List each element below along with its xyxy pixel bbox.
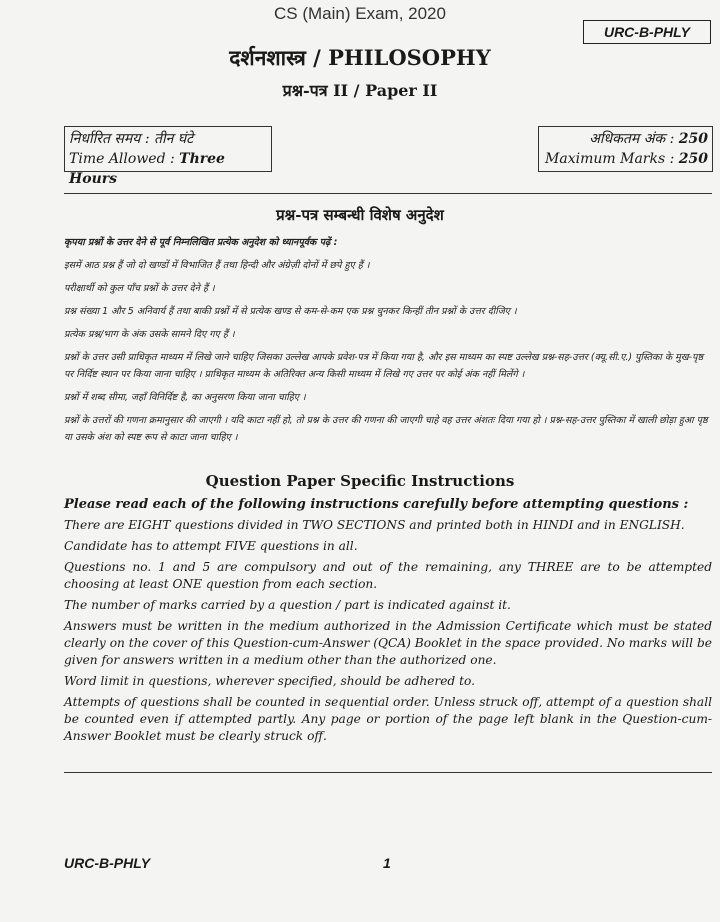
marks-english xyxy=(543,149,708,169)
hindi-instruction: इसमें आठ प्रश्न हैं जो दो खण्डों में विभाजित हैं तथा हिन्दी और अंग्रेज़ी दोनों में छपे हुए हैं । xyxy=(64,260,370,271)
paper-title: प्रश्न-पत्र II / Paper II xyxy=(282,81,438,100)
marks-hindi-label: अधिकतम अंक : xyxy=(589,131,675,147)
english-instruction: The number of marks carried by a question / part is indicated against it. xyxy=(64,598,511,612)
page-number: 1 xyxy=(383,855,391,871)
hindi-instruction: परीक्षार्थी को कुल पाँच प्रश्नों के उत्तर देने हैं । xyxy=(64,283,215,294)
divider-bottom xyxy=(64,772,712,773)
time-hindi-value: तीन घंटे xyxy=(154,131,194,147)
hindi-instruction: प्रश्नों में शब्द सीमा, जहाँ विनिर्दिष्ट है, का अनुसरण किया जाना चाहिए । xyxy=(64,392,306,403)
hindi-lead: कृपया प्रश्नों के उत्तर देने से पूर्व निम्नलिखित प्रत्येक अनुदेश को ध्यानपूर्वक पढ़ें : xyxy=(64,237,338,248)
english-instruction: Answers must be written in the medium authorized in the Admission Certificate which must be stated clearly on the cover of this Question-cum-Answer (QCA) Booklet in the space provided. No marks will be given for answers written in a medium other than the authorized one. xyxy=(64,619,712,667)
english-instruction: There are EIGHT questions divided in TWO SECTIONS and printed both in HINDI and in ENGLISH. xyxy=(64,518,685,532)
time-english xyxy=(69,149,267,189)
hindi-instruction: प्रत्येक प्रश्न/भाग के अंक उसके सामने दिए गए हैं । xyxy=(64,329,235,340)
hindi-instruction: प्रश्न संख्या 1 और 5 अनिवार्य हैं तथा बाकी प्रश्नों में से प्रत्येक खण्ड से कम-से-कम एक प्रश्न चुनकर किन्हीं तीन प्रश्नों के उत्तर दीजिए । xyxy=(64,306,517,317)
subject-title: दर्शनशास्त्र / PHILOSOPHY xyxy=(229,45,491,70)
marks-english-label: Maximum Marks : xyxy=(545,151,675,167)
time-english-label: Time Allowed : xyxy=(69,151,175,167)
english-instruction: Questions no. 1 and 5 are compulsory and out of the remaining, any THREE are to be attempted choosing at least ONE question from each section. xyxy=(64,560,712,591)
english-instruction: Attempts of questions shall be counted in sequential order. Unless struck off, attempt of a question shall be counted even if attempted partly. Any page or portion of the page left blank in the Question-cum-Answer Booklet must be clearly struck off. xyxy=(64,695,712,743)
exam-title: CS (Main) Exam, 2020 xyxy=(274,4,446,23)
divider-top xyxy=(64,193,712,194)
english-instruction: Candidate has to attempt FIVE questions in all. xyxy=(64,539,358,553)
marks-hindi xyxy=(543,129,708,149)
time-allowed-box xyxy=(64,126,272,187)
hindi-instructions-heading: प्रश्न-पत्र सम्बन्धी विशेष अनुदेश xyxy=(276,206,444,224)
english-instruction: Word limit in questions, wherever specified, should be adhered to. xyxy=(64,674,475,688)
english-lead: Please read each of the following instructions carefully before attempting questions : xyxy=(64,497,689,512)
maximum-marks-box xyxy=(538,126,713,172)
paper-code-box: URC-B-PHLY xyxy=(583,20,711,44)
time-hindi xyxy=(69,129,267,149)
hindi-instruction: प्रश्नों के उत्तरों की गणना क्रमानुसार की जाएगी । यदि काटा नहीं हो, तो प्रश्न के उत्तर की गणना की जाएगी चाहे वह उत्तर अंशतः दिया गया हो । प्रश्न-सह-उत्तर पुस्तिका में खाली छोड़ा हुआ पृष्ठ या उसके अंश को स्पष्ट रूप से काटा जाना चाहिए । xyxy=(64,415,708,443)
time-english-value: Three Hours xyxy=(69,151,225,187)
hindi-instructions xyxy=(64,234,714,452)
english-instructions xyxy=(64,496,712,749)
english-instructions-heading: Question Paper Specific Instructions xyxy=(205,472,515,490)
time-hindi-label: निर्धारित समय : xyxy=(69,131,150,147)
marks-hindi-value: 250 xyxy=(678,131,708,147)
marks-english-value: 250 xyxy=(678,151,708,167)
footer-paper-code: URC-B-PHLY xyxy=(64,855,151,871)
hindi-instruction: प्रश्नों के उत्तर उसी प्राधिकृत माध्यम में लिखे जाने चाहिए जिसका उल्लेख आपके प्रवेश-पत्र में किया गया है, और इस माध्यम का स्पष्ट उल्लेख प्रश्न-सह-उत्तर (क्यू.सी.ए.) पुस्तिका के मुख-पृष्ठ पर निर्दिष्ट स्थान पर किया जाना चाहिए । प्राधिकृत माध्यम के अतिरिक्त अन्य किसी माध्यम में लिखे गए उत्तर पर कोई अंक नहीं मिलेंगे । xyxy=(64,352,704,380)
